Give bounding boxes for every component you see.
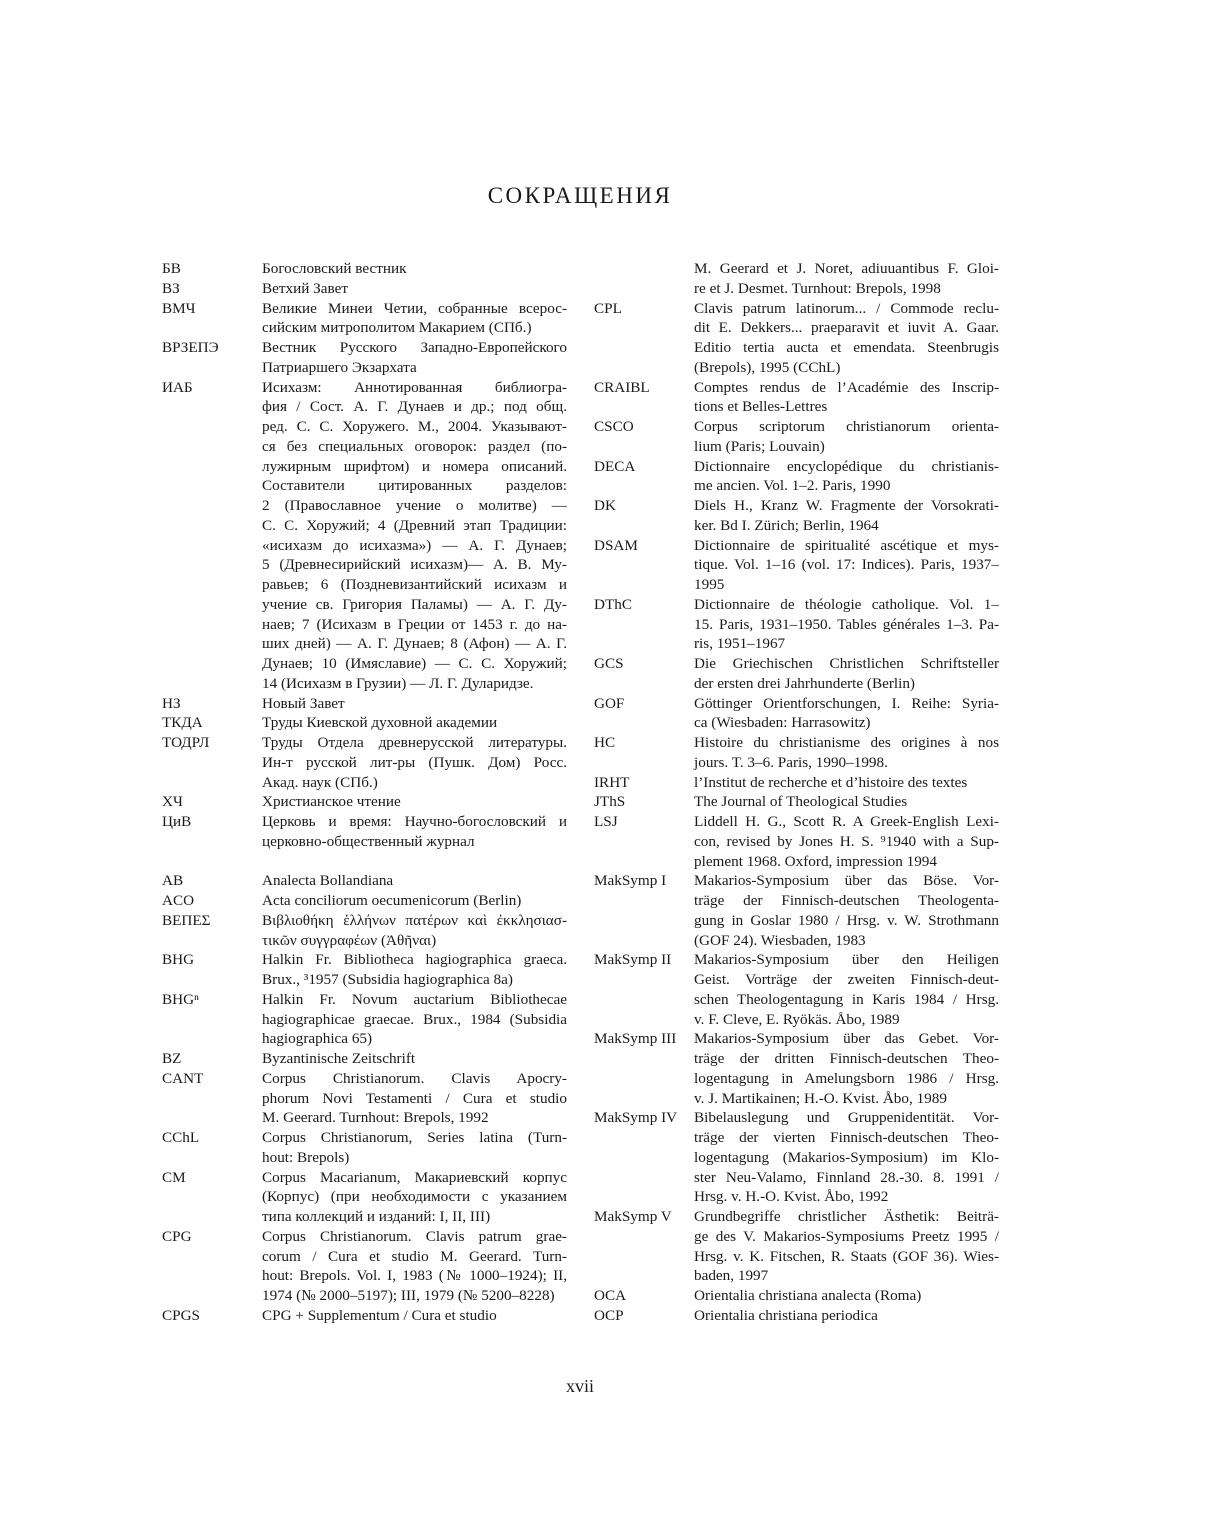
definition-line: CPG + Supplementum / Cura et studio xyxy=(262,1306,497,1324)
abbreviation-term: JThS xyxy=(594,793,626,811)
definition-line: наев; 7 (Исихазм в Греции от 1453 г. до на- xyxy=(262,615,567,633)
abbreviation-definition xyxy=(694,1286,999,1306)
abbreviation-entry xyxy=(594,1207,999,1286)
definition-line: Liddell H. G., Scott R. A Greek-English Lexi- xyxy=(694,813,999,830)
abbreviations-left-column xyxy=(162,259,567,1326)
abbreviation-term: AB xyxy=(162,872,184,890)
abbreviation-entry xyxy=(594,871,999,950)
abbreviation-entry xyxy=(162,990,567,1049)
abbreviation-entry xyxy=(162,259,567,279)
abbreviation-definition xyxy=(262,713,567,733)
definition-line: сийским митрополитом Макарием (СПб.) xyxy=(262,319,532,337)
definition-line: Clavis patrum latinorum... / Commode reclu- xyxy=(694,299,999,317)
abbreviation-term: DThC xyxy=(594,595,632,613)
abbreviation-entry xyxy=(162,694,567,714)
abbreviation-term: LSJ xyxy=(594,813,618,830)
definition-line: Bibelauslegung und Gruppenidentität. Vor- xyxy=(694,1109,999,1127)
abbreviation-entry xyxy=(162,891,567,911)
abbreviation-definition xyxy=(262,733,567,792)
definition-line: träge der Finnisch-deutschen Theologenta- xyxy=(694,892,999,909)
abbreviation-definition xyxy=(262,812,567,852)
definition-line: «исихазм до исихазма») — А. Г. Дунаев; xyxy=(262,536,567,554)
definition-line: Grundbegriffe christlicher Ästhetik: Beiträ- xyxy=(694,1208,999,1225)
abbreviation-definition xyxy=(694,812,999,871)
abbreviation-definition xyxy=(694,1207,999,1286)
definition-line: равьев; 6 (Поздневизантийский исихазм и xyxy=(262,576,567,593)
definition-line: Acta conciliorum oecumenicorum (Berlin) xyxy=(262,892,522,909)
definition-line: Дунаев; 10 (Имяславие) — С. С. Хоружий; xyxy=(262,655,567,672)
abbreviation-term: ΒΕΠΕΣ xyxy=(162,911,211,929)
abbreviation-term: OCA xyxy=(594,1287,627,1304)
definition-line: plement 1968. Oxford, impression 1994 xyxy=(694,852,937,870)
definition-line: logentagung in Amelungsborn 1986 / Hrsg. xyxy=(694,1069,999,1087)
abbreviations-right-column xyxy=(594,259,999,1326)
definition-line: (Brepols), 1995 (CChL) xyxy=(694,358,841,376)
abbreviation-entry xyxy=(594,773,999,793)
abbreviation-term: CPGS xyxy=(162,1306,200,1324)
definition-line: ca (Wiesbaden: Harrasowitz) xyxy=(694,714,871,732)
abbreviation-definition xyxy=(262,1128,567,1168)
abbreviation-definition xyxy=(262,1069,567,1128)
definition-line: Orientalia christiana periodica xyxy=(694,1306,878,1324)
definition-line: Ветхий Завет xyxy=(262,279,348,297)
abbreviation-entry xyxy=(162,338,567,378)
abbreviation-entry xyxy=(162,1049,567,1069)
definition-line: Corpus Christianorum. Clavis patrum grae- xyxy=(262,1227,567,1245)
abbreviation-definition xyxy=(694,417,999,457)
abbreviation-definition xyxy=(262,378,567,694)
definition-line: Geist. Vorträge der zweiten Finnisch-deut- xyxy=(694,971,999,988)
page-number: xvii xyxy=(565,1376,594,1396)
abbreviation-entry xyxy=(162,911,567,951)
abbreviation-term: CM xyxy=(162,1168,186,1186)
definition-line: Hrsg. v. K. Fitschen, R. Staats (GOF 36). Wies- xyxy=(694,1247,999,1265)
definition-line: Богословский вестник xyxy=(262,260,407,277)
definition-line: jours. T. 3–6. Paris, 1990–1998. xyxy=(694,753,888,771)
definition-line: ster Neu-Valamo, Finnland 28.-30. 8. 1991 / xyxy=(694,1168,999,1186)
abbreviation-entry xyxy=(594,417,999,457)
definition-line: l’Institut de recherche et d’histoire des textes xyxy=(694,773,968,791)
abbreviation-term: IRHT xyxy=(594,773,630,791)
definition-line: phorum Novi Testamenti / Cura et studio xyxy=(262,1089,567,1107)
abbreviation-entry xyxy=(594,733,999,773)
definition-line: Вестник Русского Западно-Европейского xyxy=(262,339,567,356)
definition-line: schen Theologentagung in Karis 1984 / Hrsg. xyxy=(694,990,999,1008)
abbreviation-entry xyxy=(594,1108,999,1207)
definition-line: ред. С. С. Хоружего. М., 2004. Указывают- xyxy=(262,418,567,435)
definition-line: типа коллекций и изданий: I, II, III) xyxy=(262,1208,491,1225)
abbreviation-definition xyxy=(262,911,567,951)
abbreviation-definition xyxy=(694,299,999,378)
abbreviation-definition xyxy=(262,1168,567,1227)
definition-line: Исихазм: Аннотированная библиогра- xyxy=(262,378,567,396)
abbreviation-term: ВРЗЕПЭ xyxy=(162,339,219,356)
abbreviation-term: CChL xyxy=(162,1129,200,1146)
abbreviation-term: MakSymp IV xyxy=(594,1109,678,1127)
abbreviation-definition xyxy=(694,1108,999,1207)
abbreviation-entry xyxy=(162,1128,567,1168)
definition-line: Brux., ³1957 (Subsidia hagiographica 8a) xyxy=(262,971,513,988)
abbreviation-entry xyxy=(594,536,999,595)
definition-line: Die Griechischen Christlichen Schriftsteller xyxy=(694,655,999,672)
definition-line: фия / Сост. А. Г. Дунаев и др.; под общ. xyxy=(262,398,567,416)
definition-line: Makarios-Symposium über das Böse. Vor- xyxy=(694,872,999,890)
definition-line: corum / Cura et studio M. Geerard. Turn- xyxy=(262,1247,567,1265)
abbreviation-entry xyxy=(162,279,567,299)
abbreviation-term: БВ xyxy=(162,260,181,277)
definition-line: Makarios-Symposium über den Heiligen xyxy=(694,951,999,969)
definition-line: (Корпус) (при необходимости с указанием xyxy=(262,1188,567,1206)
definition-line: 1995 xyxy=(694,576,725,593)
definition-line: Патриаршего Экзархата xyxy=(262,358,417,376)
abbreviation-definition xyxy=(262,990,567,1049)
abbreviation-entry xyxy=(594,1286,999,1306)
abbreviation-definition xyxy=(694,1306,999,1326)
definition-line: ge des V. Makarios-Symposiums Preetz 1995 / xyxy=(694,1227,999,1245)
abbreviation-definition xyxy=(694,694,999,734)
abbreviation-term xyxy=(594,259,694,299)
definition-line: 5 (Древнесирийский исихазм)— А. В. Му- xyxy=(262,556,567,574)
abbreviation-definition xyxy=(262,279,567,299)
abbreviation-entry xyxy=(162,378,567,694)
abbreviation-entry xyxy=(594,792,999,812)
abbreviation-entry xyxy=(162,1306,567,1326)
abbreviation-entry xyxy=(162,713,567,733)
definition-line: tique. Vol. 1–16 (vol. 17: Indices). Paris, 1937– xyxy=(694,556,999,574)
abbreviation-definition xyxy=(694,654,999,694)
abbreviation-entry xyxy=(594,299,999,378)
definition-line: con, revised by Jones H. S. ⁹1940 with a Sup- xyxy=(694,832,999,850)
definition-line: Byzantinische Zeitschrift xyxy=(262,1050,416,1067)
abbreviation-entry xyxy=(162,1168,567,1227)
abbreviation-term: BHGⁿ xyxy=(162,990,199,1008)
abbreviation-definition xyxy=(694,378,999,418)
definition-line: hout: Brepols. Vol. I, 1983 (№ 1000–1924); II, xyxy=(262,1267,567,1285)
definition-line: Dictionnaire de spiritualité ascétique et mys- xyxy=(694,536,999,554)
abbreviation-entry xyxy=(594,654,999,694)
abbreviation-term: HC xyxy=(594,734,616,751)
definition-line: ker. Bd I. Zürich; Berlin, 1964 xyxy=(694,516,879,534)
definition-line: me ancien. Vol. 1–2. Paris, 1990 xyxy=(694,477,891,495)
abbreviation-definition xyxy=(262,338,567,378)
abbreviation-term: GCS xyxy=(594,655,624,672)
definition-line: v. F. Cleve, E. Ryökäs. Åbo, 1989 xyxy=(694,1010,900,1028)
abbreviation-definition xyxy=(262,1306,567,1326)
abbreviation-term: CRAIBL xyxy=(594,378,650,396)
abbreviation-term: MakSymp I xyxy=(594,872,667,890)
abbreviation-definition xyxy=(262,299,567,339)
abbreviation-definition xyxy=(262,259,567,279)
abbreviation-term: OCP xyxy=(594,1306,624,1324)
abbreviation-definition xyxy=(262,1227,567,1306)
definition-line: Halkin Fr. Novum auctarium Bibliothecae xyxy=(262,990,567,1008)
abbreviation-entry xyxy=(162,733,567,792)
definition-line: церковно-общественный журнал xyxy=(262,832,475,850)
abbreviation-term: DSAM xyxy=(594,536,638,554)
definition-line: С. С. Хоружий; 4 (Древний этап Традиции: xyxy=(262,516,567,534)
definition-line: Великие Минеи Четии, собранные всерос- xyxy=(262,299,567,317)
abbreviation-entry xyxy=(594,259,999,299)
definition-line: Orientalia christiana analecta (Roma) xyxy=(694,1287,922,1304)
definition-line: Halkin Fr. Bibliotheca hagiographica graeca. xyxy=(262,951,567,969)
definition-line: re et J. Desmet. Turnhout: Brepols, 1998 xyxy=(694,279,941,297)
definition-line: учение св. Григория Паламы) — А. Г. Ду- xyxy=(262,595,567,613)
abbreviation-term: ТОДРЛ xyxy=(162,734,210,751)
definition-line: träge der dritten Finnisch-deutschen Theo- xyxy=(694,1050,999,1067)
definition-line: Новый Завет xyxy=(262,694,345,712)
abbreviation-term: DECA xyxy=(594,457,636,475)
abbreviation-term: ВЗ xyxy=(162,279,180,297)
abbreviation-entry xyxy=(162,299,567,339)
definition-line: Makarios-Symposium über das Gebet. Vor- xyxy=(694,1030,999,1048)
definition-line: hagiographicae graecae. Brux., 1984 (Subsidia xyxy=(262,1010,567,1028)
definition-line: Corpus Macarianum, Макариевский корпус xyxy=(262,1168,567,1186)
definition-line: Церковь и время: Научно-богословский и xyxy=(262,813,567,830)
definition-line: ших дней) — А. Г. Дунаев; 8 (Афон) — А. Г. xyxy=(262,635,567,653)
abbreviation-term: DK xyxy=(594,497,616,514)
abbreviation-term: ИАБ xyxy=(162,378,193,396)
abbreviation-entry xyxy=(594,378,999,418)
definition-line: dit E. Dekkers... praeparavit et iuvit A. Gaar. xyxy=(694,319,999,337)
abbreviation-definition xyxy=(694,259,999,299)
definition-line: Diels H., Kranz W. Fragmente der Vorsokrati- xyxy=(694,497,999,514)
definition-line: Труды Киевской духовной академии xyxy=(262,714,498,732)
definition-line: v. J. Martikainen; H.-O. Kvist. Åbo, 1989 xyxy=(694,1089,947,1107)
definition-line: Analecta Bollandiana xyxy=(262,872,394,890)
abbreviation-definition xyxy=(694,496,999,536)
abbreviation-entry xyxy=(162,1227,567,1306)
abbreviation-term: CPL xyxy=(594,299,622,317)
abbreviation-entry xyxy=(594,950,999,1029)
definition-line: The Journal of Theological Studies xyxy=(694,793,908,811)
definition-line: лужирным шрифтом) и номера описаний. xyxy=(262,457,567,475)
abbreviation-entry xyxy=(594,812,999,871)
definition-line: ся без специальных оговорок: раздел (по- xyxy=(262,437,567,455)
definition-line: gung in Goslar 1980 / Hrsg. v. W. Strothmann xyxy=(694,911,999,929)
definition-line: Труды Отдела древнерусской литературы. xyxy=(262,734,567,751)
definition-line: logentagung (Makarios-Symposium) im Klo- xyxy=(694,1148,999,1166)
abbreviation-entry xyxy=(162,792,567,812)
abbreviation-term: ТКДА xyxy=(162,714,203,732)
abbreviation-term: ЦиВ xyxy=(162,813,192,830)
definition-line: Histoire du christianisme des origines à nos xyxy=(694,734,999,751)
abbreviation-term: CANT xyxy=(162,1069,204,1087)
abbreviation-entry xyxy=(594,595,999,654)
definition-line: Βιβλιοθήκη ἑλλήνων πατέρων καὶ ἐκκλησιασ- xyxy=(262,911,567,929)
definition-line: lium (Paris; Louvain) xyxy=(694,437,825,455)
definition-line: ris, 1951–1967 xyxy=(694,635,786,653)
abbreviation-entry xyxy=(162,950,567,990)
abbreviation-entry xyxy=(594,694,999,734)
definition-line: M. Geerard et J. Noret, adiuuantibus F. Gloi- xyxy=(694,260,999,277)
abbreviation-definition xyxy=(262,1049,567,1069)
definition-line: Comptes rendus de l’Académie des Inscrip- xyxy=(694,378,999,396)
definition-line: Corpus Christianorum. Clavis Apocry- xyxy=(262,1069,567,1087)
page-title: СОКРАЩЕНИЯ xyxy=(487,183,673,208)
abbreviation-entry xyxy=(594,1306,999,1326)
abbreviation-definition xyxy=(694,773,999,793)
definition-line: 1974 (№ 2000–5197); III, 1979 (№ 5200–8228) xyxy=(262,1287,555,1304)
definition-line: Corpus Christianorum, Series latina (Turn- xyxy=(262,1129,567,1146)
abbreviation-definition xyxy=(694,536,999,595)
definition-line: baden, 1997 xyxy=(694,1267,769,1285)
definition-line: Христианское чтение xyxy=(262,793,401,811)
abbreviation-definition xyxy=(694,1029,999,1108)
abbreviation-term: BHG xyxy=(162,951,195,969)
abbreviation-term: MakSymp III xyxy=(594,1030,677,1048)
abbreviation-term: ХЧ xyxy=(162,793,183,811)
abbreviation-term: НЗ xyxy=(162,694,181,712)
definition-line: Göttinger Orientforschungen, I. Reihe: Syria- xyxy=(694,694,999,712)
definition-line: Hrsg. v. H.-O. Kvist. Åbo, 1992 xyxy=(694,1188,889,1206)
abbreviation-term: ВМЧ xyxy=(162,299,196,317)
abbreviation-definition xyxy=(694,595,999,654)
definition-line: Составители цитированных разделов: xyxy=(262,477,567,495)
definition-line: Акад. наук (СПб.) xyxy=(262,773,378,791)
abbreviation-definition xyxy=(262,891,567,911)
abbreviation-term: BZ xyxy=(162,1050,182,1067)
abbreviation-definition xyxy=(694,871,999,950)
abbreviation-term: MakSymp II xyxy=(594,951,672,969)
abbreviation-entry xyxy=(594,457,999,497)
abbreviation-definition xyxy=(694,733,999,773)
definition-line: M. Geerard. Turnhout: Brepols, 1992 xyxy=(262,1109,489,1127)
abbreviation-definition xyxy=(694,457,999,497)
definition-line: tions et Belles-Lettres xyxy=(694,398,828,416)
abbreviation-definition xyxy=(694,792,999,812)
definition-line: 15. Paris, 1931–1950. Tables générales 1–3. Pa- xyxy=(694,615,999,633)
definition-line: der ersten drei Jahrhunderte (Berlin) xyxy=(694,674,915,692)
definition-line: Ин-т русской лит-ры (Пушк. Дом) Росс. xyxy=(262,753,567,771)
abbreviation-entry xyxy=(162,812,567,852)
definition-line: Dictionnaire encyclopédique du christianis- xyxy=(694,457,999,475)
abbreviation-term: CPG xyxy=(162,1227,192,1245)
abbreviation-term: MakSymp V xyxy=(594,1208,672,1225)
abbreviation-definition xyxy=(262,950,567,990)
abbreviation-term: CSCO xyxy=(594,418,634,435)
abbreviation-definition xyxy=(262,694,567,714)
abbreviation-entry xyxy=(162,871,567,891)
abbreviation-entry xyxy=(162,1069,567,1128)
definition-line: 14 (Исихазм в Грузии) — Л. Г. Дуларидзе. xyxy=(262,674,534,692)
abbreviation-definition xyxy=(262,792,567,812)
definition-line: hagiographica 65) xyxy=(262,1030,373,1048)
definition-line: Dictionnaire de théologie catholique. Vol. 1– xyxy=(694,595,999,613)
abbreviation-term: GOF xyxy=(594,694,625,712)
abbreviation-definition xyxy=(262,871,567,891)
definition-line: Editio tertia aucta et emendata. Steenbrugis xyxy=(694,339,999,356)
abbreviation-term: ACO xyxy=(162,892,195,909)
abbreviation-entry xyxy=(594,496,999,536)
definition-line: Corpus scriptorum christianorum orienta- xyxy=(694,418,999,435)
definition-line: träge der vierten Finnisch-deutschen Theo- xyxy=(694,1129,999,1146)
abbreviation-definition xyxy=(694,950,999,1029)
definition-line: τικῶν συγγραφέων (Ἀθῆναι) xyxy=(262,931,437,949)
definition-line: 2 (Православное учение о молитве) — xyxy=(262,497,567,514)
definition-line: (GOF 24). Wiesbaden, 1983 xyxy=(694,931,866,949)
abbreviation-entry xyxy=(594,1029,999,1108)
definition-line: hout: Brepols) xyxy=(262,1148,350,1166)
